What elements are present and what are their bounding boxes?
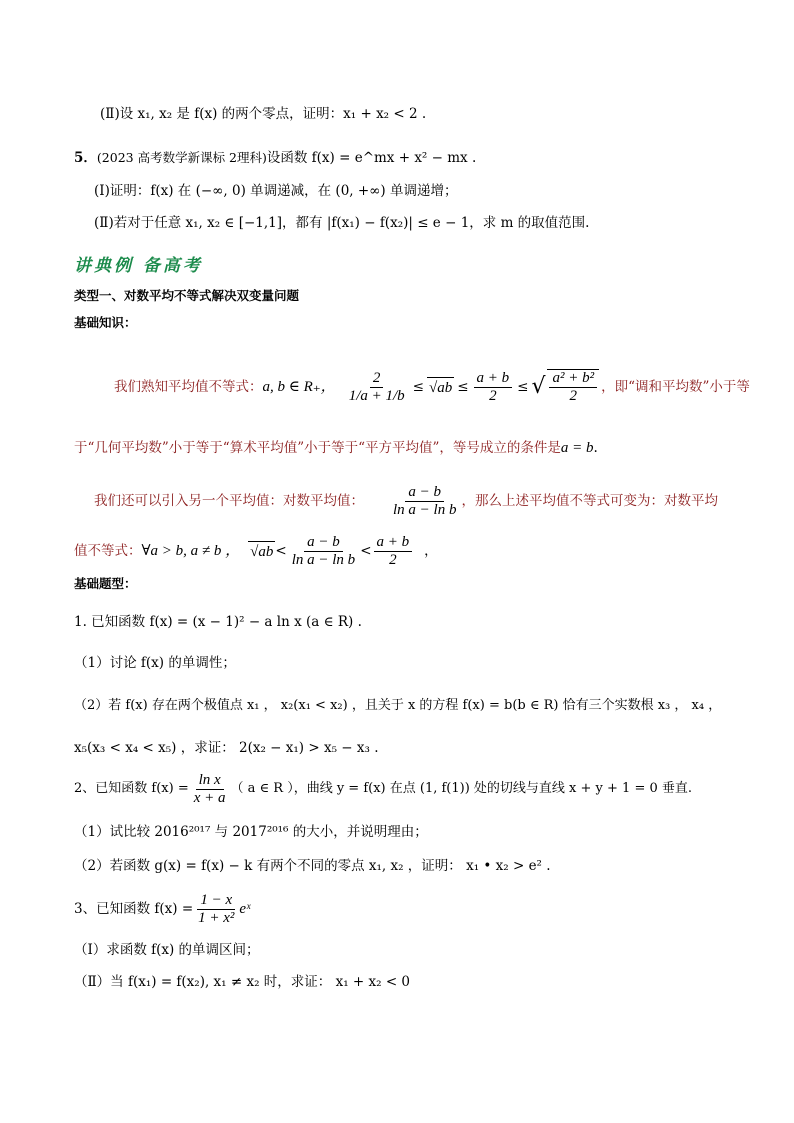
le-symbol: ≤ [412,379,424,395]
equality-condition: a = b [560,440,594,456]
quadratic-mean [547,369,599,405]
problem-5-number: 5． [74,150,97,166]
harmonic-denominator: 1/a + 1/b [348,387,405,404]
knowledge-intro-tail: ，即“调和平均数”小于等 [601,379,750,395]
question-2-prefix: 2、已知函数 f(x) = [74,781,189,796]
log-ineq-arith-numerator: a + b [374,534,413,552]
type-1-title: 类型一、对数平均不等式解决双变量问题 [74,288,300,303]
mean-inequality-explanation: 于“几何平均数”小于等于“算术平均值”小于等于“平方平均值”，等号成立的条件是a = b. [74,440,598,456]
problem-5-header [74,148,476,168]
basic-types-label: 基础题型： [74,576,137,591]
quadratic-numerator: a² + b² [549,370,597,388]
question-2-part-1: （1）试比较 2016²⁰¹⁷ 与 2017²⁰¹⁶ 的大小，并说明理由； [74,824,428,840]
log-ineq-arith-denominator: 2 [389,551,397,568]
log-mean-inequality: 值不等式： ∀a > b, a ≠ b ， √ab < $\frac{a - b}{\text{ln a − ln b}}$ < $\frac{a + b}{2}$ ， [74,533,438,568]
explanation-text: 于“几何平均数”小于等于“算术平均值”小于等于“平方平均值”，等号成立的条件是 [74,440,561,456]
arithmetic-denominator: 2 [489,387,497,404]
geometric-mean: √ab [427,377,454,398]
basic-knowledge-label: 基础知识： [74,315,137,330]
arithmetic-mean [474,370,513,405]
question-1-part-2-cont: x₅(x₃ < x₄ < x₅) ，求证： 2(x₂ − x₁) > x₅ − x₃ . [74,740,379,756]
log-mean-ineq-condition: ∀a > b, a ≠ b ， [141,543,241,559]
log-mean-tail: ，那么上述平均值不等式可变为：对数平均 [461,493,718,509]
question-3-exp: eˣ [239,901,251,917]
question-3-prefix: 3、已知函数 f(x) = [74,901,194,917]
question-2-suffix: （ a ∈ R ），曲线 y = f(x) 在点 (1, f(1)) 处的切线与直线 x + y + 1 = 0 垂直. [230,781,693,796]
problem-5-source: (2023 高考数学新课标 2理科) [96,150,267,165]
question-3-fraction [195,892,237,927]
arithmetic-numerator: a + b [474,370,513,388]
problem-4-part-2: (Ⅱ)设 x₁, x₂ 是 f(x) 的两个零点，证明：x₁ + x₂ < 2 . [100,106,427,122]
mean-inequality-line: 我们熟知平均值不等式： a, b ∈ R₊， $\frac{2}{1/a + 1/b}$ ≤ √ab ≤ $\frac{a + b}{2}$ ≤ √ $\frac{\text{a² + b²}}{2}$ ，即“调和平均数”小于等 [114,369,750,404]
log-ineq-log-denominator: ln a − ln b [291,551,356,568]
lt-symbol: < [360,543,372,559]
section-heading: 讲典例 备高考 [74,256,203,276]
log-ineq-geometric: √ab [248,541,275,562]
question-3-numerator: 1 − x [197,892,235,910]
question-1-part-2: （2）若 f(x) 存在两个极值点 x₁ ， x₂(x₁ < x₂) ，且关于 x 的方程 f(x) = b(b ∈ R) 恰有三个实数根 x₃ ， x₄ ， [74,698,722,713]
question-3-denominator: 1 + x² [198,909,235,926]
log-mean-text: 我们还可以引入另一个平均值：对数平均值： [94,493,364,509]
knowledge-intro: 我们熟知平均值不等式： [114,379,263,395]
log-mean-denominator: ln a − ln b [393,501,457,518]
question-2-fraction [191,772,229,807]
le-symbol: ≤ [517,379,529,395]
log-mean-ineq-label: 值不等式： [74,543,142,559]
lt-symbol: < [275,543,287,559]
question-1-part-1: （1）讨论 f(x) 的单调性； [74,655,236,671]
quadratic-denominator: 2 [569,388,578,404]
question-3-part-2: （Ⅱ）当 f(x₁) = f(x₂), x₁ ≠ x₂ 时，求证： x₁ + x₂ < 0 [74,974,411,990]
question-1: 1. 已知函数 f(x) = (x − 1)² − a ln x (a ∈ R) . [74,614,362,630]
question-2 [74,764,692,814]
log-ineq-log-mean [289,534,358,569]
log-ineq-arith-mean [374,534,413,569]
question-3 [74,884,250,934]
question-3-part-1: （Ⅰ）求函数 f(x) 的单调区间； [74,942,260,958]
harmonic-mean [346,370,408,405]
question-2-denominator: x + a [193,789,226,806]
log-mean-intro [94,478,718,524]
question-2-part-2: （2）若函数 g(x) = f(x) − k 有两个不同的零点 x₁, x₂ ，证明： x₁ • x₂ > e² . [74,858,551,874]
log-mean [390,484,459,519]
variables-domain: a, b ∈ R₊， [262,379,336,395]
harmonic-numerator: 2 [370,370,384,388]
problem-5-part-1: (Ⅰ)证明：f(x) 在 (−∞, 0) 单调递减，在 (0, +∞) 单调递增； [94,183,458,199]
log-mean-numerator: a − b [405,484,444,502]
log-ineq-log-numerator: a − b [304,534,343,552]
le-symbol: ≤ [457,379,469,395]
question-2-numerator: ln x [196,772,224,790]
problem-5-part-2: (Ⅱ)若对于任意 x₁, x₂ ∈ [−1,1]，都有 |f(x₁) − f(x₂)| ≤ e − 1，求 m 的取值范围. [94,215,590,231]
problem-5-statement: 设函数 f(x) = e^mx + x² − mx . [266,150,477,166]
